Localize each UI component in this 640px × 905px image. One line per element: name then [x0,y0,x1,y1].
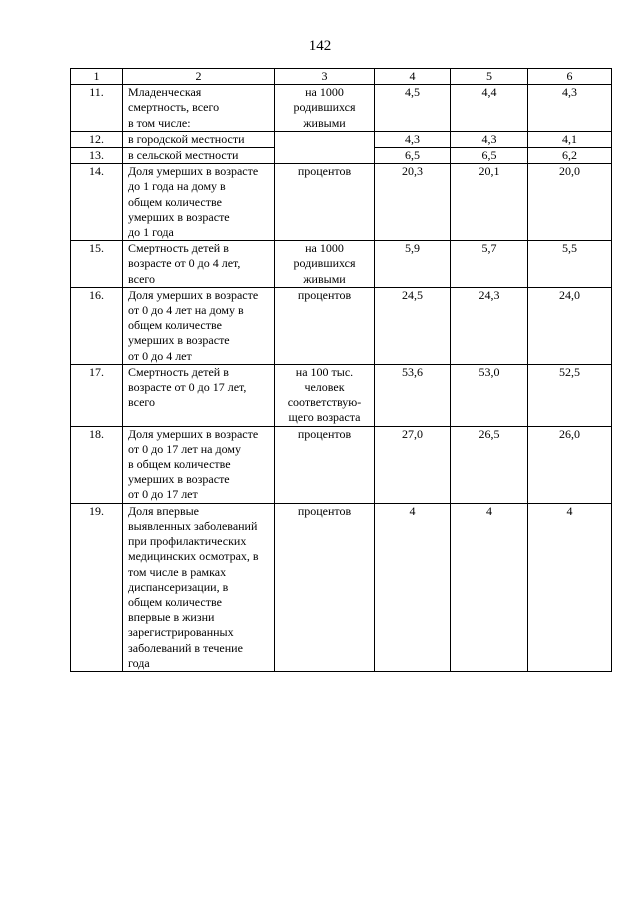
page-number: 142 [308,38,332,54]
indicator-name: Доля умерших в возрасте от 0 до 17 лет на дому в общем количестве умерших в возрасте от 0 до 17 лет [123,426,275,503]
value-cell-col4: 5,9 [375,241,451,288]
value-cell-col5: 26,5 [451,426,528,503]
indicator-name: Младенческая смертность, всего в том числе: [123,85,275,132]
table-row [71,287,612,364]
value-cell-col5: 24,3 [451,287,528,364]
value-cell-col6: 4,1 [528,131,612,147]
value-cell-col6: 4 [528,503,612,671]
header-cell: 6 [528,69,612,85]
header-cell: 2 [123,69,275,85]
value-cell-col6: 6,2 [528,148,612,164]
header-cell: 5 [451,69,528,85]
table-body [71,85,612,672]
row-number: 15. [71,241,123,288]
unit-cell: на 100 тыс. человек соответствую- щего возраста [275,364,375,426]
row-number: 18. [71,426,123,503]
table-row [71,164,612,241]
unit-cell: процентов [275,426,375,503]
value-cell-col6: 24,0 [528,287,612,364]
header-cell: 3 [275,69,375,85]
row-number: 16. [71,287,123,364]
row-number: 11. [71,85,123,132]
unit-cell: процентов [275,287,375,364]
row-number: 13. [71,148,123,164]
value-cell-col5: 20,1 [451,164,528,241]
table-row [71,85,612,132]
table-row [71,503,612,671]
row-number: 17. [71,364,123,426]
unit-cell: процентов [275,503,375,671]
table-row [71,364,612,426]
indicator-name: в городской местности [123,131,275,147]
value-cell-col4: 4,3 [375,131,451,147]
value-cell-col4: 4,5 [375,85,451,132]
unit-cell: на 1000 родившихся живыми [275,241,375,288]
value-cell-col4: 53,6 [375,364,451,426]
header-cell: 4 [375,69,451,85]
value-cell-col6: 26,0 [528,426,612,503]
value-cell-col5: 4 [451,503,528,671]
value-cell-col5: 6,5 [451,148,528,164]
table-row [71,241,612,288]
value-cell-col5: 4,3 [451,131,528,147]
header-cell: 1 [71,69,123,85]
unit-cell-merged [275,131,375,163]
value-cell-col6: 5,5 [528,241,612,288]
indicator-name: Доля впервые выявленных заболеваний при профилактических медицинских осмотрах, в том числе в рамках диспансеризации, в общем количестве впервые в жизни зарегистрированных заболеваний в течение года [123,503,275,671]
indicator-name: в сельской местности [123,148,275,164]
row-number: 14. [71,164,123,241]
row-number: 12. [71,131,123,147]
value-cell-col4: 20,3 [375,164,451,241]
value-cell-col6: 20,0 [528,164,612,241]
value-cell-col5: 5,7 [451,241,528,288]
value-cell-col4: 24,5 [375,287,451,364]
unit-cell: на 1000 родившихся живыми [275,85,375,132]
value-cell-col6: 4,3 [528,85,612,132]
table-row [71,131,612,147]
row-number: 19. [71,503,123,671]
value-cell-col4: 6,5 [375,148,451,164]
table-header-row [71,69,612,85]
indicator-name: Доля умерших в возрасте до 1 года на дому в общем количестве умерших в возрасте до 1 года [123,164,275,241]
indicator-table [70,68,612,672]
value-cell-col5: 4,4 [451,85,528,132]
value-cell-col6: 52,5 [528,364,612,426]
value-cell-col4: 4 [375,503,451,671]
value-cell-col4: 27,0 [375,426,451,503]
indicator-name: Доля умерших в возрасте от 0 до 4 лет на дому в общем количестве умерших в возрасте от 0 до 4 лет [123,287,275,364]
indicator-name: Смертность детей в возрасте от 0 до 17 лет, всего [123,364,275,426]
table-row [71,426,612,503]
value-cell-col5: 53,0 [451,364,528,426]
unit-cell: процентов [275,164,375,241]
indicator-name: Смертность детей в возрасте от 0 до 4 лет, всего [123,241,275,288]
